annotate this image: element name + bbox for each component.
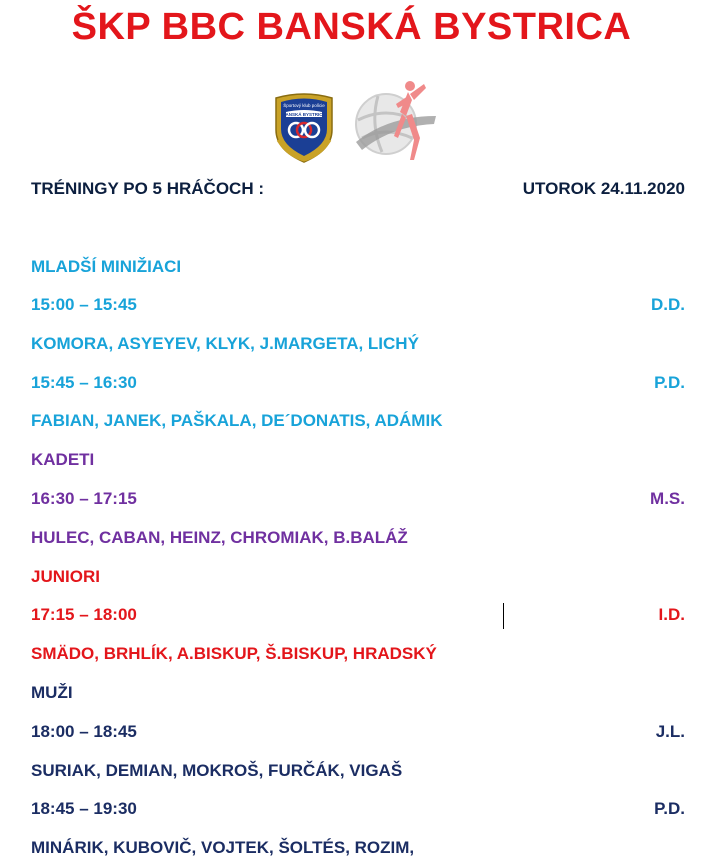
session-time: 15:00 – 15:45 — [31, 295, 137, 314]
group-heading: JUNIORI — [31, 567, 100, 586]
session-time-row — [31, 603, 685, 627]
session-time: 18:00 – 18:45 — [31, 722, 137, 741]
schedule-header — [31, 177, 685, 201]
session-time-row — [31, 797, 685, 821]
header-label: TRÉNINGY PO 5 HRÁČOCH : — [31, 179, 264, 198]
coach-initials: P.D. — [654, 799, 685, 818]
players-list: MINÁRIK, KUBOVIČ, VOJTEK, ŠOLTÉS, ROZIM, — [31, 838, 415, 857]
session-time: 15:45 – 16:30 — [31, 373, 137, 392]
text-cursor — [503, 603, 504, 629]
coach-initials: J.L. — [655, 722, 685, 741]
players-list: SURIAK, DEMIAN, MOKROŠ, FURČÁK, VIGAŠ — [31, 761, 403, 780]
basketball-player-logo — [348, 76, 440, 164]
svg-text:BANSKÁ BYSTRICA: BANSKÁ BYSTRICA — [282, 112, 326, 117]
group-heading: KADETI — [31, 450, 95, 469]
police-club-crest-logo — [270, 84, 338, 164]
players-list: KOMORA, ASYEYEV, KLYK, J.MARGETA, LICHÝ — [31, 334, 419, 353]
session-time: 18:45 – 19:30 — [31, 799, 137, 818]
session-time-row — [31, 720, 685, 744]
group-heading: MUŽI — [31, 683, 73, 702]
coach-initials: P.D. — [654, 373, 685, 392]
session-time: 16:30 – 17:15 — [31, 489, 137, 508]
coach-initials: D.D. — [651, 295, 685, 314]
session-time-row — [31, 293, 685, 317]
coach-initials: I.D. — [658, 605, 685, 624]
session-time-row — [31, 371, 685, 395]
session-time: 17:15 – 18:00 — [31, 605, 137, 624]
players-list: SMÄDO, BRHLÍK, A.BISKUP, Š.BISKUP, HRADSKÝ — [31, 644, 437, 663]
players-list: FABIAN, JANEK, PAŠKALA, DE´DONATIS, ADÁMIK — [31, 411, 443, 430]
coach-initials: M.S. — [650, 489, 685, 508]
page-title: ŠKP BBC BANSKÁ BYSTRICA — [71, 6, 632, 48]
date-label: UTOROK 24.11.2020 — [522, 179, 685, 198]
session-time-row — [31, 487, 685, 511]
svg-text:Športový klub polície: Športový klub polície — [283, 103, 325, 108]
group-heading: MLADŠÍ MINIŽIACI — [31, 257, 182, 276]
players-list: HULEC, CABAN, HEINZ, CHROMIAK, B.BALÁŽ — [31, 528, 408, 547]
